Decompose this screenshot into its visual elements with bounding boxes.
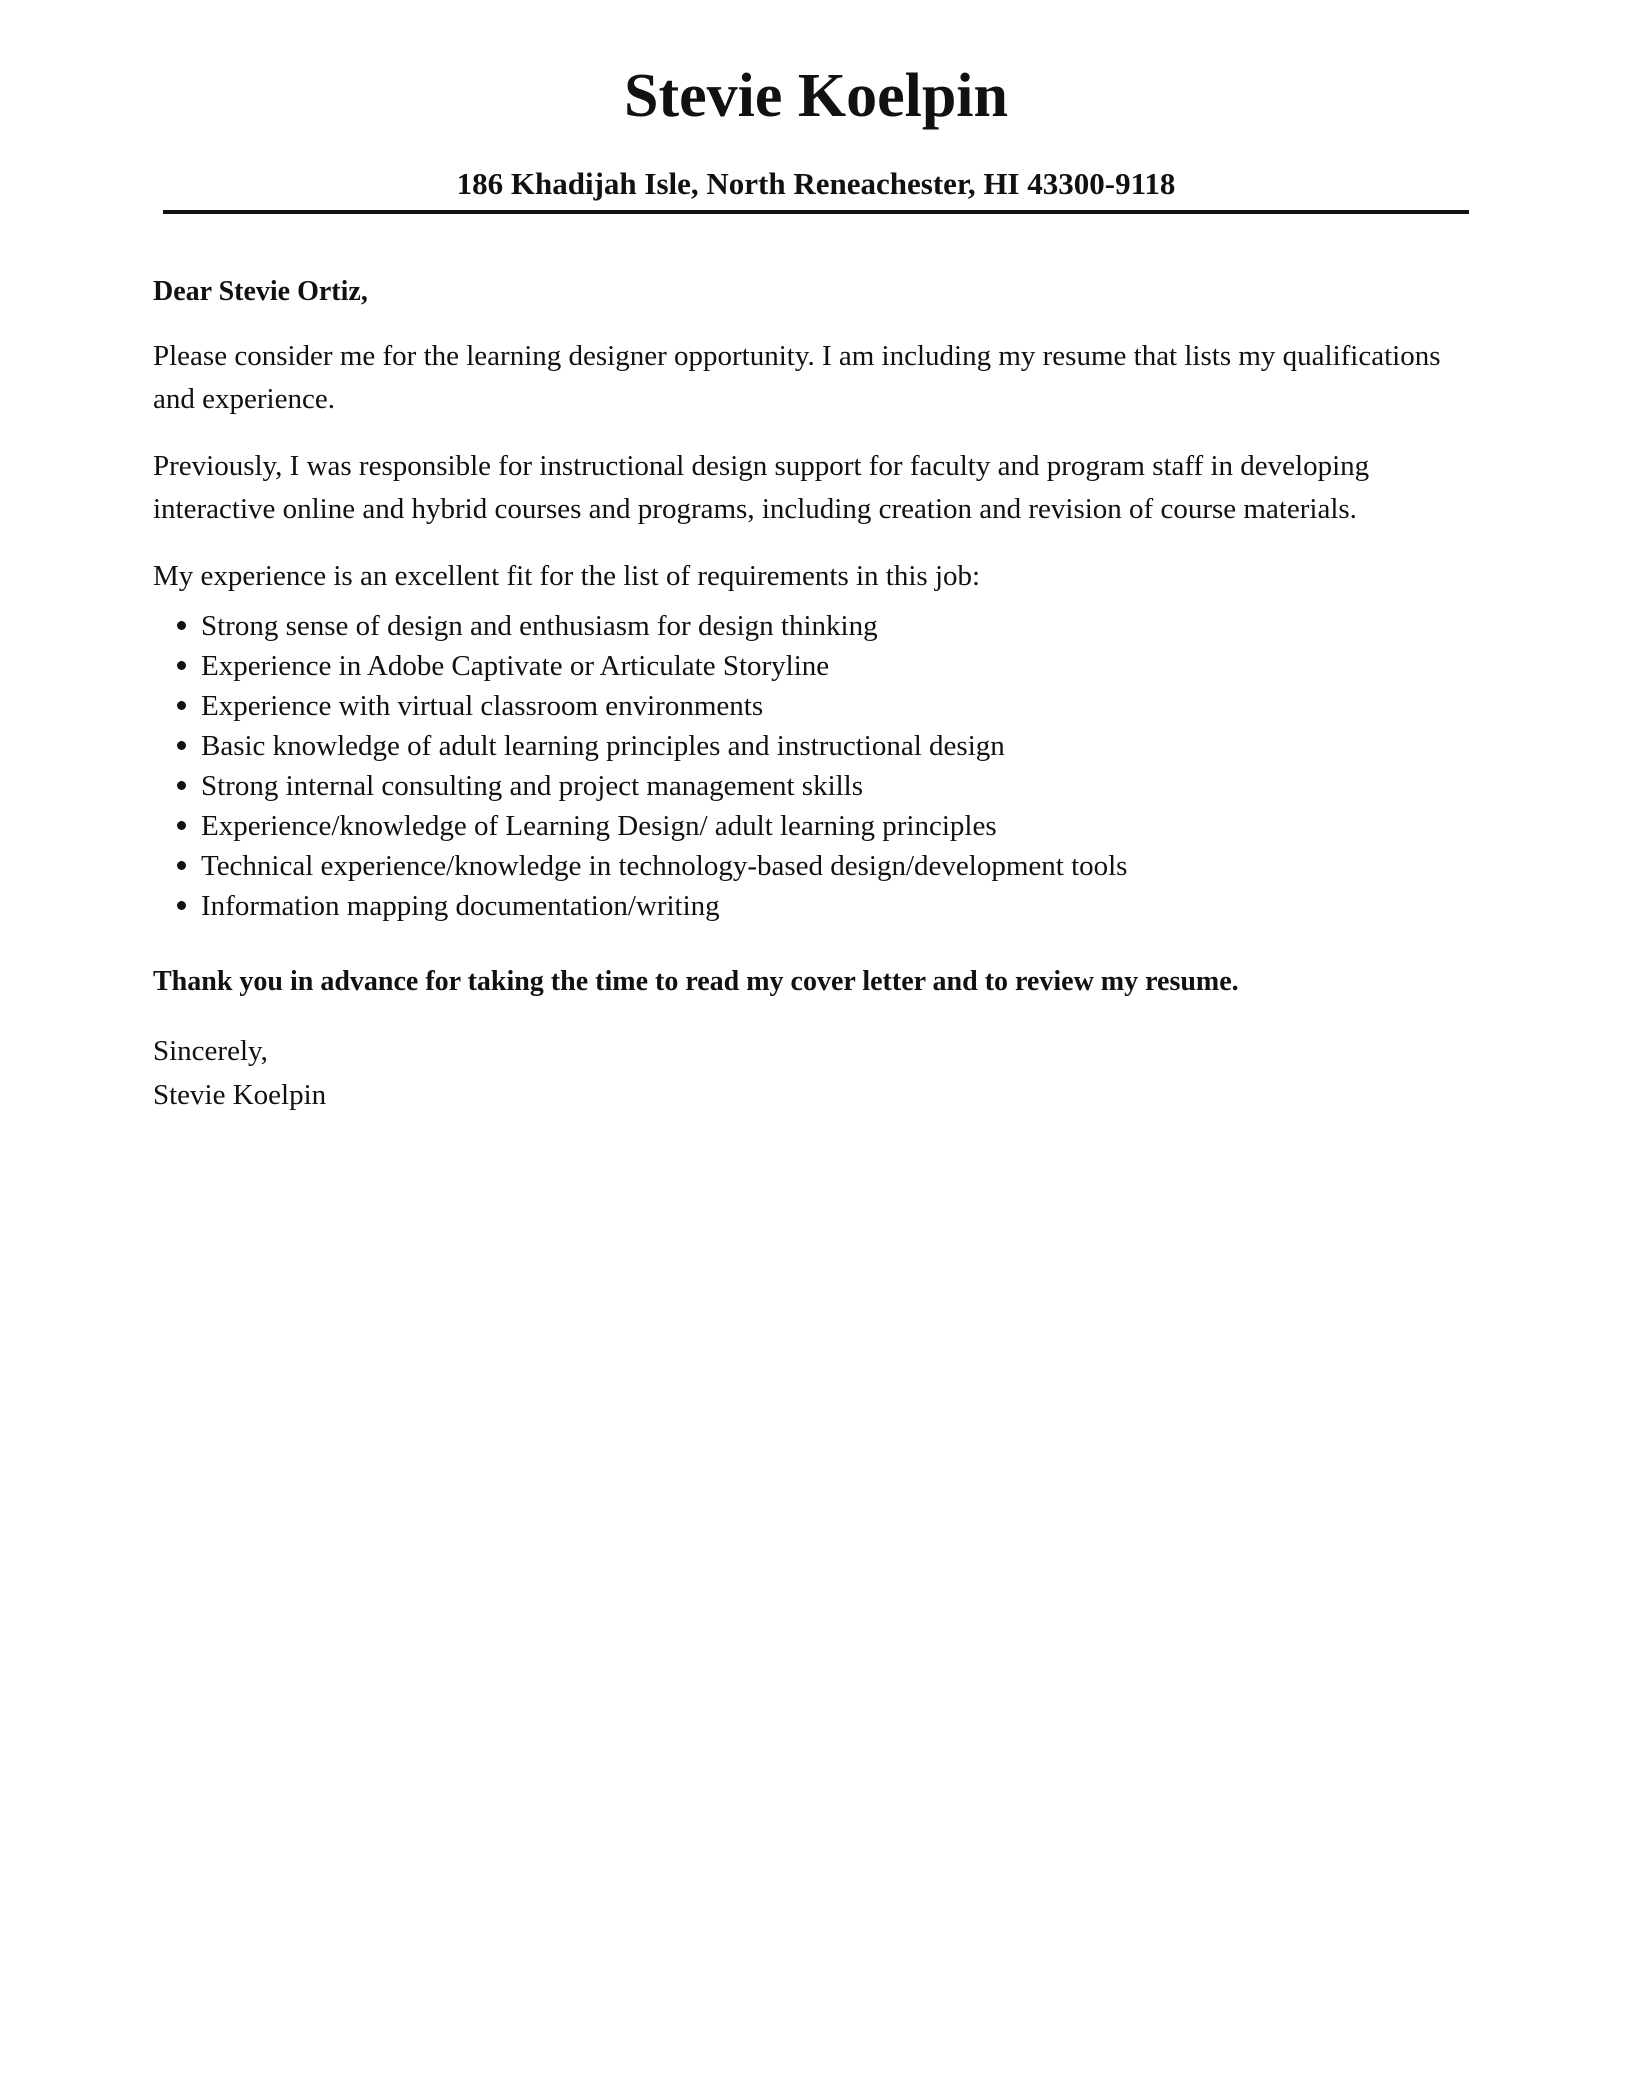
bullet-icon bbox=[177, 861, 186, 870]
bullet-icon bbox=[177, 901, 186, 910]
sender-address: 186 Khadijah Isle, North Reneachester, HI 43300-9118 bbox=[456, 166, 1176, 201]
signoff bbox=[153, 1029, 1483, 1117]
requirements-list bbox=[153, 606, 1483, 926]
closing-sentence: Thank you in advance for taking the time to read my cover letter and to review my resume. bbox=[153, 966, 1239, 997]
sender-name: Stevie Koelpin bbox=[623, 62, 1009, 130]
valediction: Sincerely, bbox=[153, 1035, 268, 1067]
list-item bbox=[201, 726, 1483, 766]
paragraph-intro: Please consider me for the learning designer opportunity. I am including my resume that lists my qualifications and experience. bbox=[153, 340, 1441, 415]
list-item bbox=[201, 806, 1483, 846]
letter-body bbox=[153, 270, 1483, 1117]
list-item-text: Experience in Adobe Captivate or Articulate Storyline bbox=[201, 650, 830, 682]
list-item bbox=[201, 766, 1483, 806]
bullet-icon bbox=[177, 741, 186, 750]
list-item bbox=[201, 846, 1483, 886]
bullet-icon bbox=[177, 821, 186, 830]
salutation: Dear Stevie Ortiz, bbox=[153, 276, 368, 307]
list-item-text: Basic knowledge of adult learning principles and instructional design bbox=[201, 730, 1005, 762]
list-item-text: Strong internal consulting and project management skills bbox=[201, 770, 864, 802]
bullet-icon bbox=[177, 701, 186, 710]
list-item bbox=[201, 686, 1483, 726]
bullet-icon bbox=[177, 661, 186, 670]
paragraph-experience: Previously, I was responsible for instructional design support for faculty and program staff in developing interactive online and hybrid courses and programs, including creation and revision of course materials. bbox=[153, 450, 1370, 525]
list-item bbox=[201, 646, 1483, 686]
list-item bbox=[201, 606, 1483, 646]
list-item bbox=[201, 886, 1483, 926]
list-item-text: Experience with virtual classroom environments bbox=[201, 690, 764, 722]
bullet-icon bbox=[177, 781, 186, 790]
list-item-text: Experience/knowledge of Learning Design/ adult learning principles bbox=[201, 810, 997, 842]
list-item-text: Technical experience/knowledge in technology-based design/development tools bbox=[201, 850, 1128, 882]
paragraph-requirements-lead: My experience is an excellent fit for the list of requirements in this job: bbox=[153, 560, 981, 592]
header-divider bbox=[163, 210, 1469, 214]
list-item-text: Information mapping documentation/writing bbox=[201, 890, 720, 922]
list-item-text: Strong sense of design and enthusiasm for design thinking bbox=[201, 610, 878, 642]
bullet-icon bbox=[177, 621, 186, 630]
signature-name: Stevie Koelpin bbox=[153, 1079, 327, 1111]
